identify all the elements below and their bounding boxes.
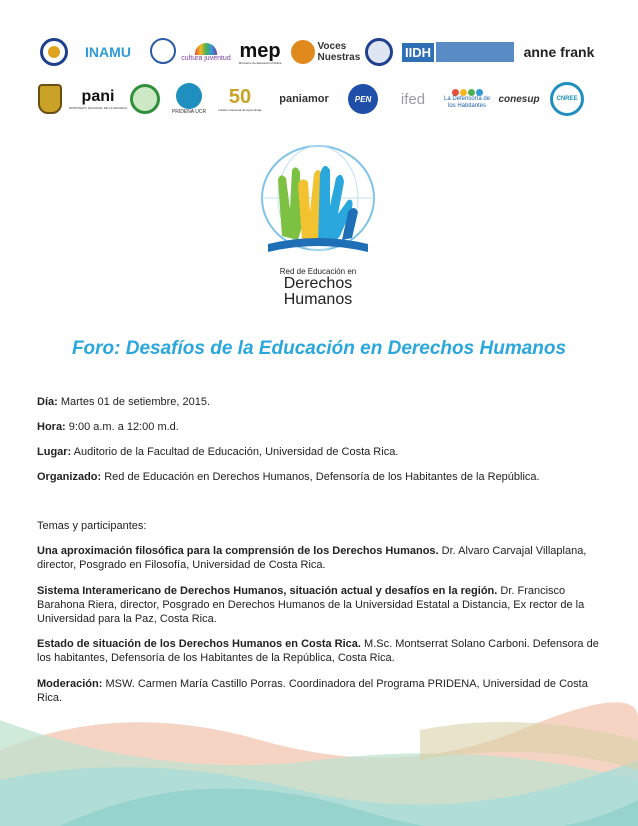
logo-cnree xyxy=(550,82,584,116)
topics-heading: Temas y participantes: xyxy=(37,520,147,532)
logo-conamaj xyxy=(40,38,68,66)
logo-inamu-text: INAMU xyxy=(85,44,131,60)
center-logo-line3: Humanos xyxy=(283,291,353,308)
logo-pridena-text: PRIDENA UCR xyxy=(171,109,207,115)
logo-conesup-text: conesup xyxy=(498,93,540,105)
logo-mep-text: mep xyxy=(239,40,281,62)
logo-voces-text: Voces Nuestras xyxy=(317,41,361,63)
logo-cultura-text: cultura juventud xyxy=(181,54,231,62)
logo-anne-frank xyxy=(518,40,600,64)
topic-1-text: Dr. Alvaro Carvajal Villaplana, director, Posgrado en Filosofía, Universidad de Costa Rica. xyxy=(37,545,587,571)
topic-2-text: Dr. Francisco Barahona Riera, director, Posgrado en Derechos Humanos de la Universidad Estatal a Distancia, Ex rector de la Universidad para la Paz, Costa Rica. xyxy=(37,585,585,625)
center-logo-line1: Red de Educación en xyxy=(279,267,357,276)
logo-ina-50 xyxy=(215,80,265,118)
topic-3 xyxy=(37,637,607,665)
detail-organizado-label: Organizado: xyxy=(37,471,102,483)
topic-2-title: Sistema Interamericano de Derechos Humanos, situación actual y desafíos en la región. xyxy=(37,585,498,597)
logo-ifed xyxy=(388,80,438,118)
detail-lugar xyxy=(37,445,607,459)
logo-circle-seal xyxy=(365,38,393,66)
logo-defensoria-text: La Defensoría de los Habitantes xyxy=(443,95,491,109)
page-title: Foro: Desafíos de la Educación en Derechos Humanos xyxy=(71,338,567,359)
detail-hora-label: Hora: xyxy=(37,421,66,433)
logo-conesup xyxy=(494,86,544,112)
logo-pani-text: pani xyxy=(81,88,115,105)
detail-organizado-text: Red de Educación en Derechos Humanos, Defensoría de los Habitantes de la República. xyxy=(101,471,540,483)
topic-2 xyxy=(37,584,607,626)
detail-hora-text: 9:00 a.m. a 12:00 m.d. xyxy=(65,421,179,433)
logo-ina-sub: Instituto Nacional de Aprendizaje xyxy=(218,108,262,112)
topic-3-title: Estado de situación de los Derechos Humanos en Costa Rica. xyxy=(37,638,361,650)
logo-pani xyxy=(70,80,126,118)
logo-cnree-text: CNREE xyxy=(556,96,578,102)
logo-pen-text: PEN xyxy=(354,94,372,104)
logo-paniamor xyxy=(270,88,338,110)
logo-inamu xyxy=(77,38,139,66)
detail-lugar-label: Lugar: xyxy=(37,446,72,458)
logo-ifed-text: ifed xyxy=(400,90,426,108)
detail-hora xyxy=(37,420,607,434)
topic-1 xyxy=(37,544,607,572)
logo-pen xyxy=(348,84,378,114)
red-educacion-logo xyxy=(258,140,378,320)
topic-moderacion-label: Moderación: xyxy=(37,678,103,690)
logo-mep xyxy=(235,36,285,70)
logo-iidh xyxy=(402,40,514,64)
logo-voces-nuestras xyxy=(290,36,362,68)
logo-green-seal xyxy=(130,84,160,114)
logo-pridena xyxy=(170,80,208,118)
logo-mep-sub: Ministerio de Educación Pública xyxy=(238,61,282,65)
detail-organizado xyxy=(37,470,607,484)
logo-pani-sub: PATRONATO NACIONAL DE LA INFANCIA xyxy=(69,106,128,110)
hands-globe-icon xyxy=(258,140,378,258)
topic-moderacion-text: MSW. Carmen María Castillo Porras. Coordinadora del Programa PRIDENA, Universidad de Costa Rica. xyxy=(37,678,588,704)
detail-lugar-text: Auditorio de la Facultad de Educación, Universidad de Costa Rica. xyxy=(71,446,399,458)
decorative-waves xyxy=(0,690,638,826)
logo-ucr-seal xyxy=(150,38,176,64)
center-logo-line2: Derechos xyxy=(283,275,353,292)
logo-paniamor-text: paniamor xyxy=(279,93,329,105)
logo-cultura-juventud xyxy=(181,36,231,68)
detail-dia xyxy=(37,395,607,409)
logo-iidh-text: IIDH xyxy=(402,43,434,62)
topic-1-title: Una aproximación filosófica para la comprensión de los Derechos Humanos. xyxy=(37,545,439,557)
logo-crest xyxy=(36,82,64,116)
topic-3-text: M.Sc. Montserrat Solano Carboni. Defensora de los habitantes, Defensoría de los Habitantes de la República, Costa Rica. xyxy=(37,638,599,664)
logo-anne-frank-text: anne frank xyxy=(523,44,595,60)
logo-ina-50-text: 50 xyxy=(228,86,252,108)
detail-dia-label: Día: xyxy=(37,396,58,408)
logo-defensoria xyxy=(442,80,492,118)
detail-dia-text: Martes 01 de setiembre, 2015. xyxy=(57,396,211,408)
